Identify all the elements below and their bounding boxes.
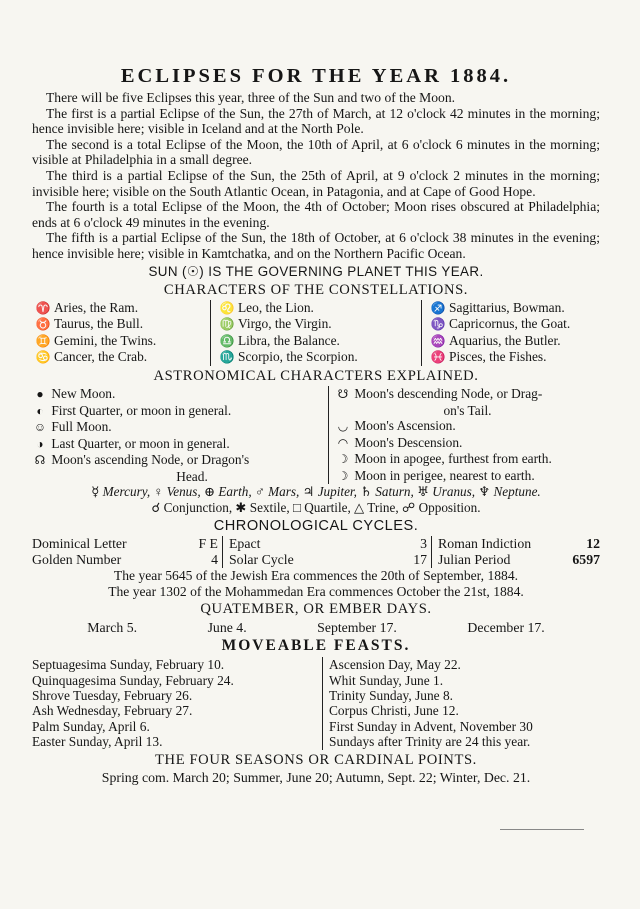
feast-entry: Corpus Christi, June 12.	[329, 703, 459, 719]
descending-node-icon: ☋	[337, 386, 349, 401]
constellation-entry: ♏ Scorpio, the Scorpion.	[216, 349, 421, 366]
cancer-icon: ♋	[35, 350, 51, 365]
eclipse-paragraphs	[32, 90, 600, 262]
feasts-heading: MOVEABLE FEASTS.	[221, 637, 411, 655]
astro-entry: ☊ Moon's ascending Node, or Dragon's	[32, 452, 324, 469]
constellation-entry: ♑ Capricornus, the Goat.	[427, 316, 600, 333]
aries-icon: ♈	[35, 300, 51, 315]
feast-entry: Ash Wednesday, February 27.	[32, 703, 193, 719]
constellations-table	[32, 300, 600, 366]
descension-icon: ◠	[337, 435, 349, 450]
feast-entry: Palm Sunday, April 6.	[32, 718, 150, 734]
ember-dates	[32, 619, 600, 636]
feast-entry: Trinity Sunday, June 8.	[329, 688, 453, 704]
eclipse-intro: There will be five Eclipses this year, three of the Sun and two of the Moon.	[46, 90, 456, 105]
perigee-icon: ☽	[337, 468, 349, 483]
astro-continuation: Head.	[176, 468, 208, 484]
feast-entry: Sundays after Trinity are 24 this year.	[329, 734, 531, 750]
taurus-icon: ♉	[35, 317, 51, 332]
constellation-entry: ♊ Gemini, the Twins.	[32, 333, 210, 350]
feasts-right-col	[322, 657, 600, 749]
astronomical-right-col	[328, 386, 600, 485]
feasts-table	[32, 657, 600, 749]
epact-label: Epact	[229, 536, 261, 552]
roman-indiction-label: Roman Indiction	[438, 536, 532, 552]
feast-entry: Septuagesima Sunday, February 10.	[32, 657, 225, 673]
astro-entry: ◐ First Quarter, or moon in general.	[32, 403, 324, 420]
feast-entry: Quinquagesima Sunday, February 24.	[32, 672, 234, 688]
jewish-era-line: The year 5645 of the Jewish Era commences the 20th of September, 1884.	[113, 568, 519, 584]
constellation-entry: ♉ Taurus, the Bull.	[32, 316, 210, 333]
astro-entry: ☽ Moon in apogee, furthest from earth.	[335, 451, 600, 468]
astro-entry: ● New Moon.	[32, 386, 324, 403]
feast-entry: Easter Sunday, April 13.	[32, 734, 163, 750]
solar-cycle-label: Solar Cycle	[229, 552, 294, 568]
last-quarter-icon: ◑	[36, 436, 44, 451]
solar-cycle-value: 17	[413, 552, 427, 568]
constellations-heading: CHARACTERS OF THE CONSTELLATIONS.	[163, 281, 469, 298]
astro-entry: ☋ Moon's descending Node, or Drag-	[335, 386, 600, 403]
eclipse-fifth: The fifth is a partial Eclipse of the Sun, the 18th of October, at 6 o'clock 38 minutes in the evening; hence invisible here; visible in Kamtchatka, and on the Northern Pacific Ocean.	[32, 230, 600, 261]
libra-icon: ♎	[219, 333, 235, 348]
constellation-entry: ♎ Libra, the Balance.	[216, 333, 421, 350]
astro-entry: ◡ Moon's Ascension.	[335, 418, 600, 435]
seasons-heading: THE FOUR SEASONS OR CARDINAL POINTS.	[155, 751, 477, 768]
julian-period-value: 6597	[572, 552, 600, 568]
new-moon-icon: ●	[36, 386, 44, 401]
astro-entry: ☺ Full Moon.	[33, 419, 112, 435]
feast-entry: First Sunday in Advent, November 30	[329, 718, 533, 734]
astro-entry: ◑ Last Quarter, or moon in general.	[32, 436, 324, 453]
astro-entry: ☽ Moon in perigee, nearest to earth.	[335, 468, 600, 485]
dominical-letter-value: F E	[198, 536, 218, 552]
astronomical-table	[32, 386, 600, 485]
epact-value: 3	[420, 536, 427, 552]
constellation-entry: ♐ Sagittarius, Bowman.	[427, 300, 600, 317]
ember-date: March 5.	[87, 620, 138, 636]
feast-entry: Whit Sunday, June 1.	[329, 672, 444, 688]
virgo-icon: ♍	[219, 317, 235, 332]
divider	[500, 829, 584, 830]
eclipse-first: The first is a partial Eclipse of the Sun, the 27th of March, at 12 o'clock 42 minutes in the morning; hence invisible here; visible in Iceland and at the North Pole.	[32, 105, 600, 137]
astro-continuation: on's Tail.	[443, 402, 492, 418]
ember-date: June 4.	[207, 620, 247, 636]
apogee-icon: ☽	[337, 452, 349, 467]
constellations-col-3	[421, 300, 600, 366]
leo-icon: ♌	[219, 300, 235, 315]
ascending-node-icon: ☊	[34, 453, 46, 468]
constellations-col-2	[210, 300, 421, 366]
constellation-entry: ♈ Aries, the Ram.	[32, 300, 210, 317]
constellation-entry: ♋ Cancer, the Crab.	[32, 349, 210, 366]
seasons-line: Spring com. March 20; Summer, June 20; Autumn, Sept. 22; Winter, Dec. 21.	[101, 769, 531, 785]
sagittarius-icon: ♐	[430, 300, 446, 315]
ember-date: December 17.	[467, 620, 545, 636]
planet-symbols-line: ☿ Mercury, ♀ Venus, ⊕ Earth, ♂ Mars, ♃ Jupiter, ♄ Saturn, ♅ Uranus, ♆ Neptune.	[91, 484, 541, 500]
governing-planet: SUN (☉) IS THE GOVERNING PLANET THIS YEAR.	[148, 263, 484, 279]
page-title: ECLIPSES FOR THE YEAR 1884.	[120, 65, 512, 87]
gemini-icon: ♊	[35, 333, 51, 348]
astronomical-heading: ASTRONOMICAL CHARACTERS EXPLAINED.	[153, 367, 479, 384]
constellation-entry: ♒ Aquarius, the Butler.	[427, 333, 600, 350]
feast-entry: Shrove Tuesday, February 26.	[32, 688, 193, 704]
feasts-left-col	[32, 657, 322, 749]
ascension-icon: ◡	[337, 419, 349, 434]
chronological-heading: CHRONOLOGICAL CYCLES.	[213, 518, 419, 535]
eclipse-second: The second is a total Eclipse of the Moon, the 10th of April, at 6 o'clock 6 minutes in the morning; visible at Philadelphia in a small degree.	[32, 136, 600, 168]
pisces-icon: ♓	[430, 350, 446, 365]
mohammedan-era-line: The year 1302 of the Mohammedan Era commences October the 21st, 1884.	[108, 583, 524, 599]
dominical-letter-label: Dominical Letter	[32, 536, 127, 552]
full-moon-icon: ☺	[33, 420, 47, 435]
ember-date: September 17.	[317, 620, 397, 636]
feast-entry: Ascension Day, May 22.	[329, 657, 461, 673]
constellation-entry: ♌ Leo, the Lion.	[216, 300, 421, 317]
julian-period-label: Julian Period	[438, 552, 511, 568]
scorpio-icon: ♏	[219, 350, 235, 365]
constellation-entry: ♓ Pisces, the Fishes.	[427, 349, 600, 366]
eclipse-third: The third is a partial Eclipse of the Sun, the 25th of April, at 9 o'clock 2 minutes in the morning; invisible here; visible on the South Atlantic Ocean, in Patagonia, and at Cape of Good Hope.	[32, 167, 600, 199]
golden-number-label: Golden Number	[32, 552, 122, 568]
aquarius-icon: ♒	[430, 333, 446, 348]
ember-heading: QUATEMBER, OR EMBER DAYS.	[200, 601, 432, 618]
capricornus-icon: ♑	[430, 317, 446, 332]
aspect-symbols-line: ☌ Conjunction, ✱ Sextile, □ Quartile, △ Trine, ☍ Opposition.	[151, 500, 481, 516]
first-quarter-icon: ◐	[36, 403, 44, 418]
roman-indiction-value: 12	[586, 536, 600, 552]
constellations-col-1	[32, 300, 210, 366]
astro-entry: ◠ Moon's Descension.	[335, 435, 600, 452]
golden-number-value: 4	[211, 552, 218, 568]
eclipse-fourth: The fourth is a total Eclipse of the Moon, the 4th of October; Moon rises obscured at Philadelphia; ends at 6 o'clock 49 minutes in the evening.	[32, 199, 600, 230]
astronomical-left-col	[32, 386, 328, 485]
chronological-table	[32, 536, 600, 568]
constellation-entry: ♍ Virgo, the Virgin.	[216, 316, 421, 333]
